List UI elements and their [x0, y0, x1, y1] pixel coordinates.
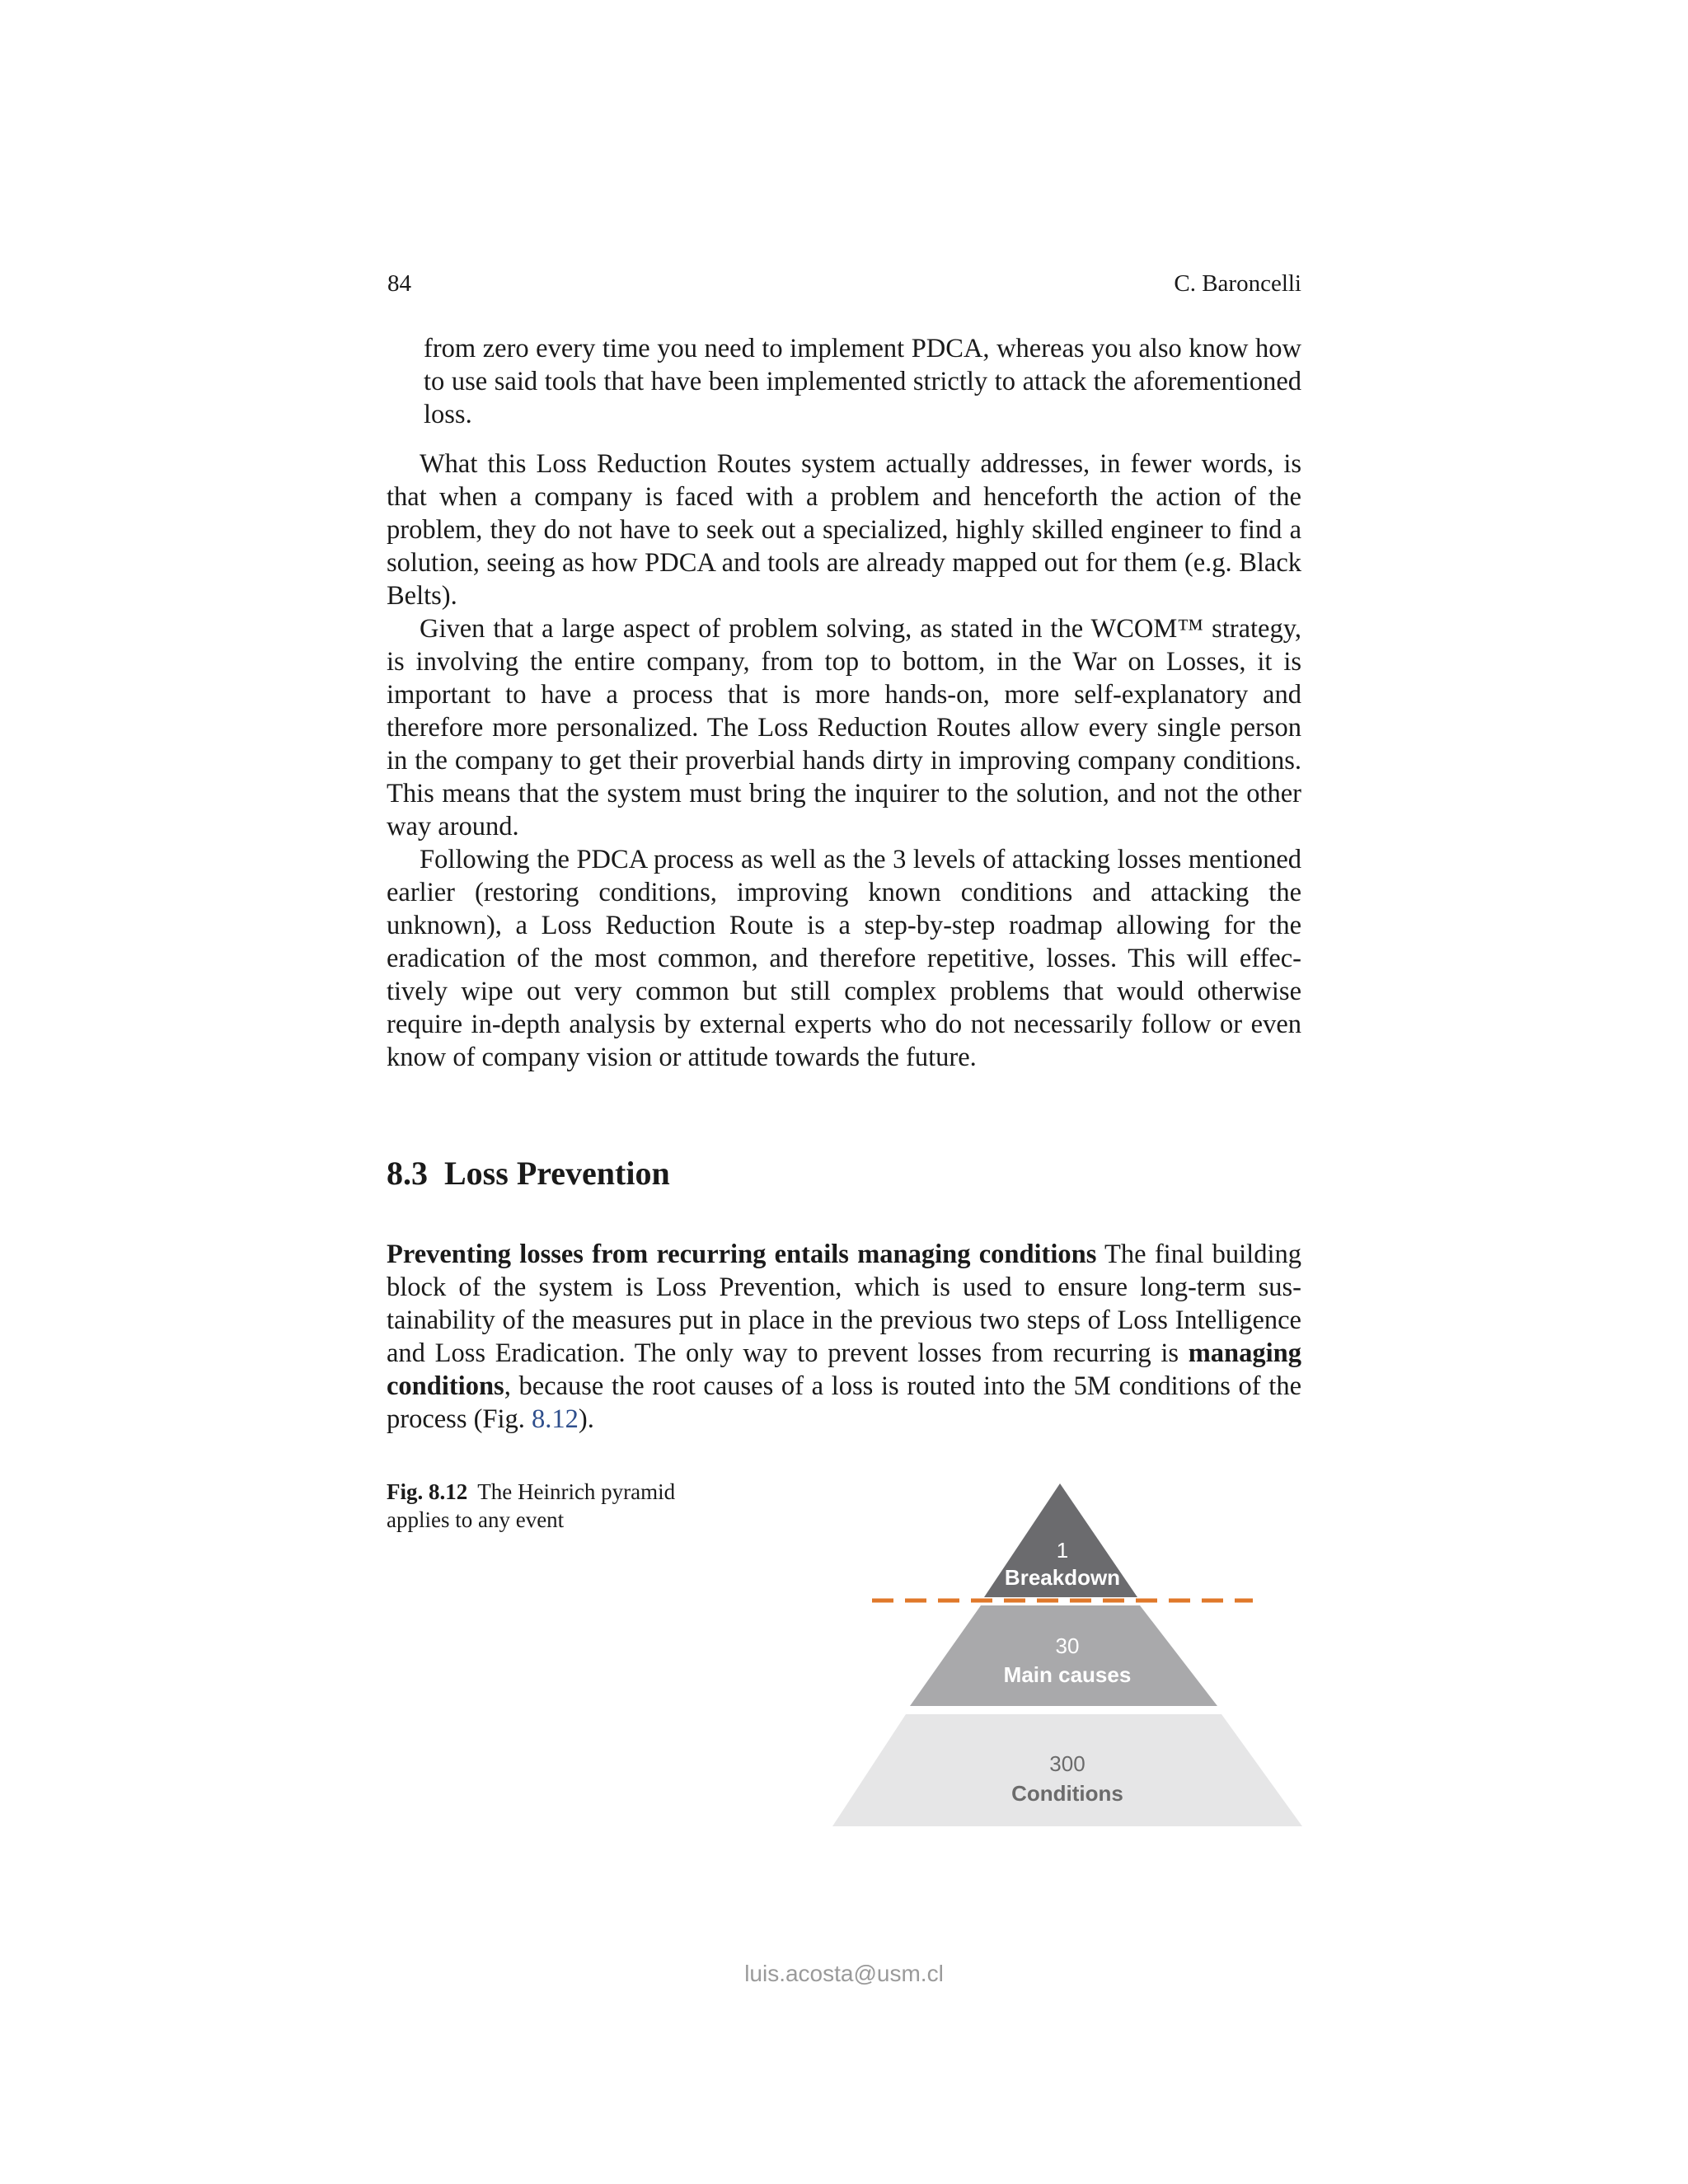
page-number: 84 — [387, 270, 411, 297]
run-in-heading: Preventing losses from recurring entails managing conditions — [387, 1240, 1097, 1269]
breakdown-label: Breakdown — [1004, 1565, 1121, 1590]
paragraph-1: What this Loss Reduction Routes system actually addresses, in fewer words, is that when a company is faced with a problem and henceforth the action of the problem, they do not have to seek out a specialized, highly skilled engineer to find a solution, seeing as how PDCA and tools are already mapped out for them (e.g. Black Belts). — [387, 449, 1301, 611]
paragraph-2: Given that a large aspect of problem solving, as stated in the WCOM™ strategy, is involving the entire company, from top to bottom, in the War on Losses, it is important to have a process that is more hands-on, more self-explanatory and therefore more personalized. The Loss Reduction Routes allow every single person in the company to get their proverbial hands dirty in improving company conditions. This means that the system must bring the inquirer to the solution, and not the other way around. — [387, 614, 1301, 841]
section-paragraph — [387, 1238, 1301, 1436]
section-text-c: ). — [578, 1404, 594, 1434]
section-title: Loss Prevention — [444, 1155, 670, 1192]
body-text — [387, 448, 1301, 1074]
watermark-email: luis.acosta@usm.cl — [744, 1961, 944, 1986]
bold-term: managing conditions — [387, 1338, 1301, 1401]
section-text-a: The final building block of the system is Loss Prevention, which is used to ensure long-term sustainability of the measures put in place in the previous two steps of Loss Intelligence and Loss Eradication. The only way to prevent losses from recurring is — [387, 1240, 1301, 1368]
figure-caption — [387, 1478, 683, 1534]
paragraph-3: Following the PDCA process as well as the 3 levels of attacking losses mentioned earlier (restoring conditions, improving known conditions and attacking the unknown), a Loss Reduction Route is a step-by-step roadmap allowing for the eradication of the most common, and therefore repetitive, losses. This will effectively wipe out very common but still complex problems that would otherwise require in-depth analysis by external experts who do not necessarily follow or even know of company vision or attitude towards the future. — [387, 845, 1301, 1072]
conditions-label: Conditions — [1011, 1781, 1123, 1806]
breakdown-value: 1 — [1056, 1538, 1069, 1563]
conditions-value: 300 — [1049, 1751, 1085, 1776]
section-heading — [387, 1154, 670, 1193]
figure-caption-text: The Heinrich pyramid applies to any event — [387, 1479, 676, 1532]
figure-reference-link[interactable]: 8.12 — [532, 1404, 579, 1434]
main-causes-label: Main causes — [1003, 1662, 1132, 1687]
section-text-b: , because the root causes of a loss is routed into the 5M conditions of the process (Fig. — [387, 1371, 1301, 1434]
section-body — [387, 1238, 1301, 1436]
figure-label: Fig. 8.12 — [387, 1479, 468, 1504]
continuation-text: from zero every time you need to implement PDCA, whereas you also know how to use said tools that have been implemented strictly to attack the aforementioned loss. — [424, 334, 1301, 429]
main-causes-value: 30 — [1055, 1633, 1080, 1658]
heinrich-pyramid — [824, 1475, 1319, 1830]
continuation-paragraph — [424, 332, 1301, 431]
running-head-author: C. Baroncelli — [1174, 270, 1301, 297]
section-number: 8.3 — [387, 1155, 428, 1192]
